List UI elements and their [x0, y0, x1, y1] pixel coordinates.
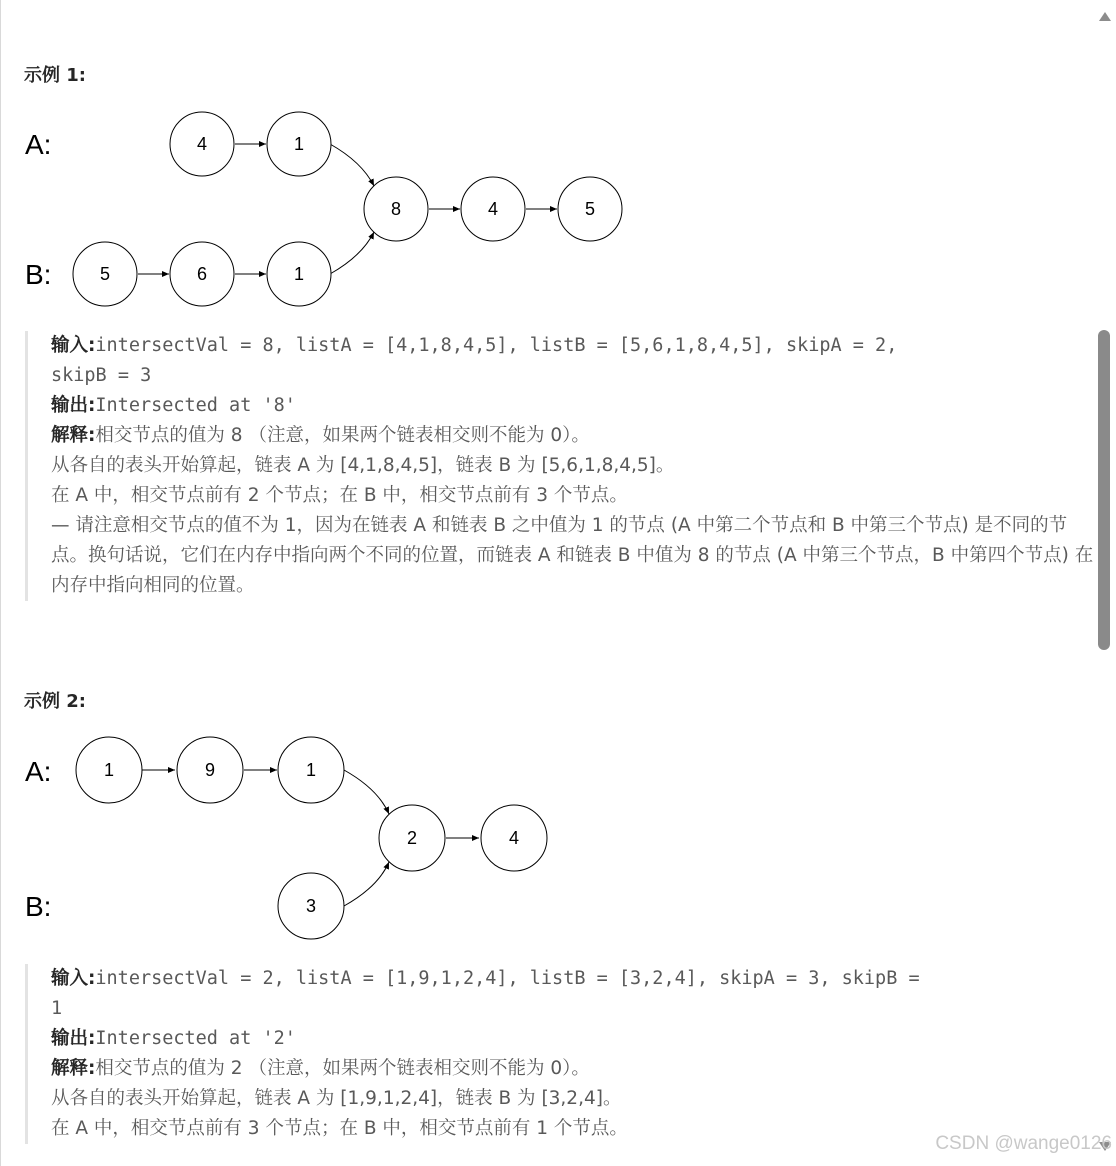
scroll-up-arrow-icon[interactable] [1099, 12, 1111, 21]
svg-text:5: 5 [99, 264, 111, 284]
svg-text:1: 1 [293, 134, 305, 154]
svg-text:4: 4 [196, 134, 208, 154]
explain-line: — 请注意相交节点的值不为 1，因为在链表 A 和链表 B 之中值为 1 的节点 (A 中第二个节点和 B 中第三个节点) 是不同的节点。换句话说，它们在内存中指向两个不同的位置，而链表 A 和链表 B 中值为 8 的节点 (A 中第三个节点，B 中第四个节点) 在内存中指向相同的位置。 [51, 515, 1094, 596]
edge [330, 232, 374, 274]
explain-line: 在 A 中，相交节点前有 2 个节点；在 B 中，相交节点前有 3 个节点。 [51, 485, 628, 506]
svg-text:3: 3 [305, 896, 317, 916]
edge [344, 862, 389, 906]
explain-label: 解释: [51, 425, 96, 446]
input-value-cont: 1 [51, 998, 63, 1019]
list-a-node [170, 112, 234, 176]
input-value-cont: skipB = 3 [51, 365, 152, 386]
shared-node [558, 177, 622, 241]
shared-node [379, 805, 445, 871]
output-value: Intersected at '8' [95, 395, 296, 416]
example-2-diagram [0, 725, 700, 950]
shared-node [364, 177, 428, 241]
svg-text:8: 8 [390, 199, 402, 219]
scrollbar-thumb[interactable] [1098, 330, 1110, 650]
output-label: 输出: [51, 395, 96, 416]
list-b-node [278, 873, 344, 939]
list-a-node [278, 737, 344, 803]
svg-text:9: 9 [204, 760, 216, 780]
edge [330, 144, 374, 186]
explain-label: 解释: [51, 1058, 96, 1079]
input-value: intersectVal = 8, listA = [4,1,8,4,5], listB = [5,6,1,8,4,5], skipA = 2, [95, 335, 898, 356]
edge [344, 770, 389, 814]
vertical-scrollbar[interactable] [1094, 0, 1116, 1166]
explain-line: 在 A 中，相交节点前有 3 个节点；在 B 中，相交节点前有 1 个节点。 [51, 1118, 628, 1139]
svg-text:2: 2 [406, 828, 418, 848]
explain-line: 从各自的表头开始算起，链表 A 为 [4,1,8,4,5]，链表 B 为 [5,6,1,8,4,5]。 [51, 455, 675, 476]
example-1-explanation [25, 331, 1096, 601]
list-b-node [73, 242, 137, 306]
watermark: CSDN @wange0126 [935, 1133, 1112, 1154]
svg-text:4: 4 [487, 199, 499, 219]
input-value: intersectVal = 2, listA = [1,9,1,2,4], listB = [3,2,4], skipA = 3, skipB = [95, 968, 920, 989]
list-a-node [267, 112, 331, 176]
output-label: 输出: [51, 1028, 96, 1049]
example-1-diagram [0, 100, 700, 320]
shared-node [461, 177, 525, 241]
svg-text:6: 6 [196, 264, 208, 284]
list-a-label: A: [25, 129, 52, 160]
list-a-node [177, 737, 243, 803]
svg-text:1: 1 [103, 760, 115, 780]
svg-text:5: 5 [584, 199, 596, 219]
example-1-heading: 示例 1: [24, 65, 86, 86]
svg-text:1: 1 [293, 264, 305, 284]
example-2-explanation [25, 964, 1096, 1144]
input-label: 输入: [51, 335, 96, 356]
explain-line: 从各自的表头开始算起，链表 A 为 [1,9,1,2,4]，链表 B 为 [3,2,4]。 [51, 1088, 622, 1109]
list-b-node [267, 242, 331, 306]
example-2-heading: 示例 2: [24, 691, 86, 712]
svg-text:4: 4 [508, 828, 520, 848]
explain-line: 相交节点的值为 8 （注意，如果两个链表相交则不能为 0）。 [95, 425, 590, 446]
list-b-label: B: [25, 891, 52, 922]
output-value: Intersected at '2' [95, 1028, 296, 1049]
svg-text:1: 1 [305, 760, 317, 780]
list-a-node [76, 737, 142, 803]
input-label: 输入: [51, 968, 96, 989]
list-b-node [170, 242, 234, 306]
explain-line: 相交节点的值为 2 （注意，如果两个链表相交则不能为 0）。 [95, 1058, 590, 1079]
shared-node [481, 805, 547, 871]
list-a-label: A: [25, 756, 52, 787]
list-b-label: B: [25, 259, 52, 290]
